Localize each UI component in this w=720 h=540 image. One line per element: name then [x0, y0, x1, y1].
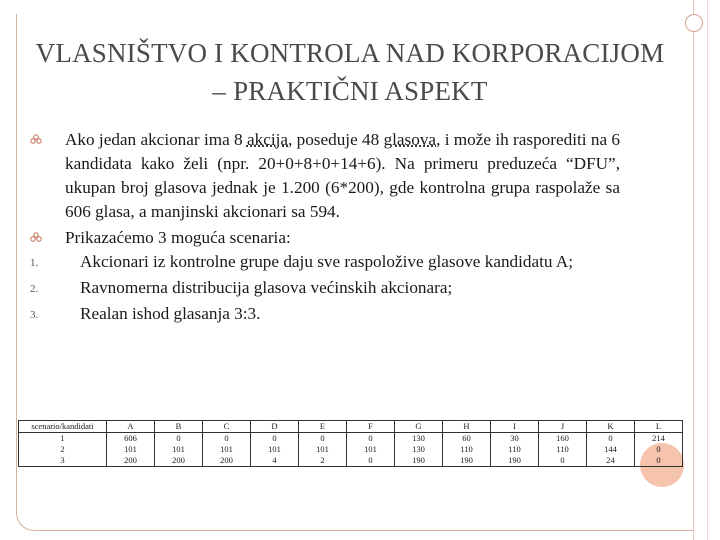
table-cell: 0 [299, 433, 347, 445]
header-cell: E [299, 421, 347, 433]
decorative-circle [685, 14, 703, 32]
slide-title: VLASNIŠTVO I KONTROLA NAD KORPORACIJOM – PRAKTIČNI ASPEKT [35, 38, 665, 106]
header-cell: J [539, 421, 587, 433]
table-cell: 2 [299, 455, 347, 467]
term-akcija: akcija [246, 130, 288, 149]
table-cell: 0 [347, 433, 395, 445]
table-row [19, 433, 683, 445]
table-row [19, 444, 683, 455]
item-text: Akcionari iz kontrolne grupe daju sve raspoložive glasove kandidatu A; [80, 252, 574, 271]
table-cell: 101 [107, 444, 155, 455]
numbered-item [30, 276, 620, 300]
item-number: 1. [30, 257, 39, 269]
table-cell: 130 [395, 433, 443, 445]
paragraph-text: Ako jedan akcionar ima 8 akcija, poseduje 48 glasova, i može ih rasporediti na 6 kandidata kako želi (npr. 20+0+8+0+14+6). Na primeru preduzeća “DFU”, ukupan broj glasova jednak je 1.200 (6*200), gde kontrolna grupa raspolaže sa 606 glasa, a manjinski akcionari sa 594. [65, 130, 620, 221]
table-cell: 2 [19, 444, 107, 455]
table-cell: 110 [443, 444, 491, 455]
header-cell: F [347, 421, 395, 433]
table-cell: 3 [19, 455, 107, 467]
table-cell: 160 [539, 433, 587, 445]
decorative-rule [707, 0, 708, 540]
table-cell: 200 [203, 455, 251, 467]
table-cell: 101 [347, 444, 395, 455]
flower-bullet-icon [30, 232, 42, 244]
table-row [19, 455, 683, 467]
table-cell: 0 [587, 433, 635, 445]
header-cell: H [443, 421, 491, 433]
header-cell: L [635, 421, 683, 433]
table-cell: 4 [251, 455, 299, 467]
table-cell: 144 [587, 444, 635, 455]
table-cell: 214 [635, 433, 683, 445]
table-cell: 0 [539, 455, 587, 467]
table-cell: 60 [443, 433, 491, 445]
item-text: Ravnomerna distribucija glasova većinskih akcionara; [80, 278, 453, 297]
table-cell: 1 [19, 433, 107, 445]
table-cell: 24 [587, 455, 635, 467]
decorative-rule [693, 0, 694, 540]
table-cell: 200 [107, 455, 155, 467]
table-cell: 0 [635, 444, 683, 455]
table-cell: 130 [395, 444, 443, 455]
numbered-item [30, 302, 620, 326]
header-cell: D [251, 421, 299, 433]
header-cell: scenario/kandidati [19, 421, 107, 433]
table-cell: 0 [635, 455, 683, 467]
table-cell: 101 [155, 444, 203, 455]
table-cell: 190 [491, 455, 539, 467]
table-cell: 190 [443, 455, 491, 467]
table-cell: 101 [299, 444, 347, 455]
header-cell: C [203, 421, 251, 433]
bullet-item [30, 128, 620, 224]
table-cell: 101 [251, 444, 299, 455]
item-number: 3. [30, 309, 39, 321]
table-cell: 606 [107, 433, 155, 445]
item-number: 2. [30, 283, 39, 295]
header-cell: A [107, 421, 155, 433]
slide-content [30, 128, 620, 326]
paragraph-text: Prikazaćemo 3 moguća scenaria: [65, 228, 291, 247]
item-text: Realan ishod glasanja 3:3. [80, 304, 261, 323]
table-cell: 110 [491, 444, 539, 455]
table-cell: 101 [203, 444, 251, 455]
table-cell: 30 [491, 433, 539, 445]
votes-table [18, 420, 683, 467]
term-glasova: glasova [383, 130, 437, 149]
numbered-item [30, 250, 620, 274]
table-cell: 110 [539, 444, 587, 455]
bullet-item [30, 226, 620, 250]
header-cell: B [155, 421, 203, 433]
header-cell: G [395, 421, 443, 433]
flower-bullet-icon [30, 134, 42, 146]
table-cell: 0 [347, 455, 395, 467]
header-cell: K [587, 421, 635, 433]
table-cell: 0 [203, 433, 251, 445]
table-cell: 200 [155, 455, 203, 467]
table-cell: 0 [251, 433, 299, 445]
table-header-row [19, 421, 683, 433]
table-cell: 0 [155, 433, 203, 445]
header-cell: I [491, 421, 539, 433]
table-cell: 190 [395, 455, 443, 467]
